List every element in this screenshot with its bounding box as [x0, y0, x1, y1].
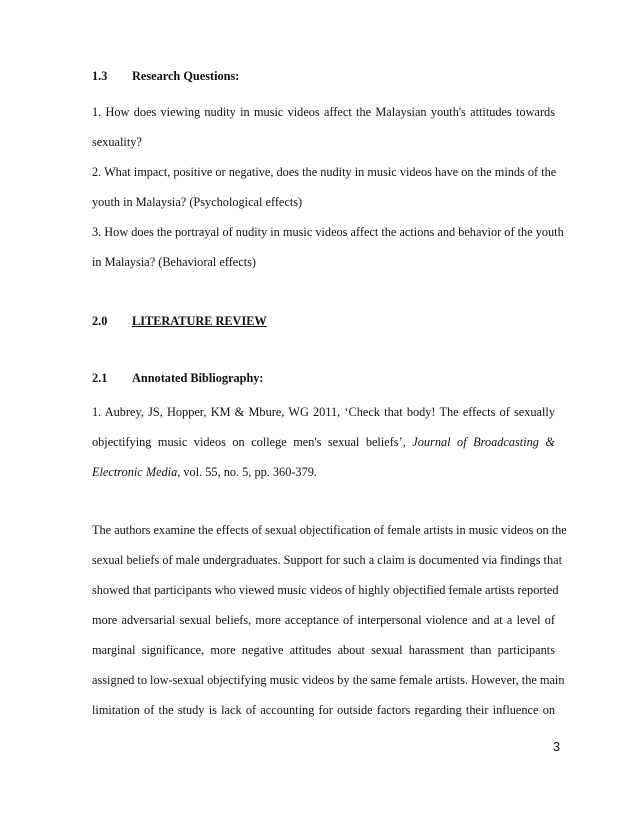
- section-number: 1.3: [92, 69, 108, 83]
- paragraph-line: more adversarial sexual beliefs, more acceptance of interpersonal violence and at a level of: [92, 613, 555, 627]
- reference-line-3: [92, 464, 555, 480]
- question-2-line-1: 2. What impact, positive or negative, does the nudity in music videos have on the minds of the: [92, 165, 557, 179]
- question-2-line-2: youth in Malaysia? (Psychological effects): [92, 195, 303, 209]
- paragraph-line: assigned to low-sexual objectifying music videos by the same female artists. However, the main: [92, 673, 565, 687]
- paragraph-line: The authors examine the effects of sexual objectification of female artists in music videos on the: [92, 523, 567, 537]
- paragraph-line: limitation of the study is lack of accounting for outside factors regarding their influence on: [92, 703, 555, 717]
- section-title: Annotated Bibliography:: [132, 371, 264, 385]
- page-number: 3: [553, 740, 560, 754]
- reference-volume: , vol. 55, no. 5, pp. 360-379.: [177, 465, 317, 479]
- question-3-line-2: in Malaysia? (Behavioral effects): [92, 255, 257, 269]
- section-heading-2-0: [92, 313, 555, 329]
- paragraph-line: marginal significance, more negative attitudes about sexual harassment than participants: [92, 643, 555, 657]
- paragraph-line: sexual beliefs of male undergraduates. Support for such a claim is documented via findings that: [92, 553, 563, 567]
- section-number: 2.0: [92, 314, 108, 328]
- section-number: 2.1: [92, 371, 108, 385]
- reference-line-2: [92, 434, 555, 450]
- paragraph-line: showed that participants who viewed music videos of highly objectified female artists reported: [92, 583, 559, 597]
- question-1-line-1: 1. How does viewing nudity in music videos affect the Malaysian youth's attitudes towards: [92, 105, 555, 119]
- section-heading-1-3: [92, 68, 555, 84]
- section-heading-2-1: [92, 370, 555, 386]
- journal-name: Journal of Broadcasting &: [412, 435, 555, 449]
- section-title: LITERATURE REVIEW: [132, 314, 267, 328]
- journal-name-cont: Electronic Media: [92, 465, 178, 479]
- question-1-line-2: sexuality?: [92, 135, 142, 149]
- section-title: Research Questions:: [132, 69, 240, 83]
- reference-line-1: 1. Aubrey, JS, Hopper, KM & Mbure, WG 2011, ‘Check that body! The effects of sexually: [92, 405, 555, 419]
- reference-title: objectifying music videos on college men's sexual beliefs’,: [92, 435, 406, 449]
- question-3-line-1: 3. How does the portrayal of nudity in music videos affect the actions and behavior of the youth: [92, 225, 564, 239]
